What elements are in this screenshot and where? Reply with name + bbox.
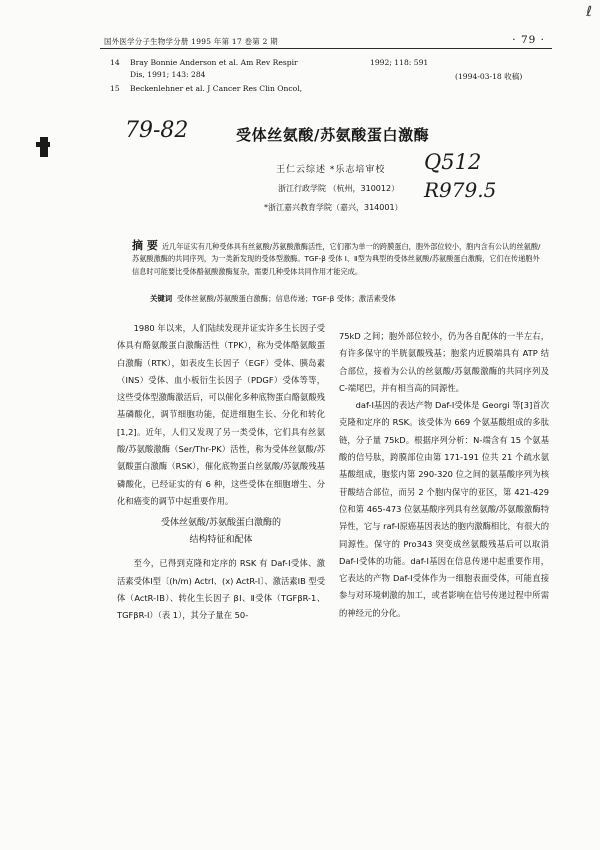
journal-header: 国外医学分子生物学分册 1995 年第 17 卷第 2 期 — [104, 37, 278, 46]
margin-mark — [36, 142, 50, 147]
reference-14-cont: Dis, 1991; 143: 284 — [130, 70, 206, 79]
ref-number: 14 — [110, 58, 120, 67]
paragraph: 1980 年以来，人们陆续发现并证实许多生长因子受体具有酪氨酸蛋白激酶活性（TPK），称为受体酪氨酸蛋白激酶（RTK），如表皮生长因子（EGF）受体、胰岛素（INS）受体、血小板衍生长因子（PDGF）受体等等，这些受体型激酶激活后，可以催化多种底物蛋白酪氨酸残基磷酸化，调节细胞功能，促进细胞生长、分化和转化[1,2]。近年，人们又发现了另一类受体，它们具有丝氨酸/苏氨酸激酶（Ser/Thr-PK）活性，称为受体丝氨酸/苏氨酸蛋白激酶（RSK），催化底物蛋白丝氨酸/苏氨酸残基磷酸化，已经证实的有 6 种，这些受体在细胞增生、分化和癌变的调节中起重要作用。 — [117, 323, 325, 506]
abstract — [132, 240, 546, 278]
received-date: (1994-03-18 收稿) — [455, 72, 523, 81]
keywords-text: 受体丝氨酸/苏氨酸蛋白激酶；信息传递；TGF-β 受体；激活素受体 — [176, 294, 396, 303]
paragraph: daf-Ⅰ基因的表达产物 Daf-Ⅰ受体是 Georgi 等[3]首次克隆和定序的 RSK。该受体为 669 个氨基酸组成的多肽链，分子量 75kD。根据序列分析：N-端含有 15 个氨基酸的信号肽，跨膜部位由第 171-191 位共 21 个疏水氨基酸组成，胞浆内第 290-320 位之间的氨基酸序列为核苷酸结合部位，而另 2 个胞内保守的亚区，第 421-429 位和第 465-473 位氨基酸序列具有丝氨酸/苏氨酸激酶特异性，它与 raf-Ⅰ原癌基因表达的胞内激酶相比，有很大的同源性。保守的 Pro343 突变成丝氨酸残基后可以取消 Daf-Ⅰ受体的功能。daf-Ⅰ基因在信息传递中起重要作用，它表达的产物 Daf-Ⅰ受体作为一细胞表面受体，可能直接参与对环境刺激的加工，或者影响在信号传递过程中所需的神经元的分化。 — [339, 400, 549, 618]
affiliation-2: *浙江嘉兴教育学院（嘉兴，314001） — [264, 203, 403, 212]
reference-15 — [110, 83, 302, 94]
header-rule — [100, 48, 552, 49]
section-heading-line: 结构特征和配体 — [189, 535, 253, 546]
ref-number: 15 — [110, 84, 120, 93]
corner-mark: ℓ — [586, 4, 592, 20]
reference-right-1: 1992; 118: 591 — [370, 58, 429, 67]
handwritten-code-2: R979.5 — [424, 178, 497, 202]
abstract-text: 近几年证实有几种受体具有丝氨酸/苏氨酸激酶活性，它们都为单一的跨膜蛋白，胞外部位较小，胞内含有公认的丝氨酸/苏氨酸激酶的共同序列，为一类新发现的受体型激酶。TGF-β 受体 Ⅰ、Ⅱ型为典型的受体丝氨酸/苏氨酸蛋白激酶，它们在传递胞外信息时可能要比受体酪氨酸激酶复杂，需要几种受体共同作用才能完成。 — [132, 242, 541, 276]
article-title: 受体丝氨酸/苏氨酸蛋白激酶 — [236, 126, 430, 144]
margin-mark — [40, 137, 48, 157]
article-authors: 王仁云综述 *乐志培审校 — [276, 165, 386, 175]
body-right-column — [339, 328, 549, 622]
handwritten-code-1: Q512 — [424, 150, 482, 174]
paragraph: 75kD 之间；胞外部位较小，仍为各自配体的一半左右，有许多保守的半胱氨酸残基；胞浆内近膜端具有 ATP 结合部位，接着为公认的丝氨酸/苏氨酸激酶的共同序列及 C-端尾巴，并有相当高的同源性。 — [339, 331, 549, 393]
page-number: · 79 · — [512, 34, 545, 46]
body-left-column — [117, 320, 325, 624]
section-heading — [117, 515, 325, 549]
keywords — [150, 293, 550, 304]
ref-text: Beckenlehner et al. J Cancer Res Clin Oncol, — [130, 84, 303, 93]
affiliation-1: 浙江行政学院 （杭州，310012） — [278, 184, 400, 193]
keywords-label: 关键词 — [150, 294, 173, 303]
section-heading-line: 受体丝氨酸/苏氨酸蛋白激酶的 — [160, 518, 282, 529]
reference-14 — [110, 57, 298, 68]
paragraph: 至今，已得到克隆和定序的 RSK 有 Daf-Ⅰ受体、激活素受体Ⅰ型〔(h/m) ActrⅠ、(x) ActR-Ⅰ〕、激活素ⅠB 型受体（ActR-ⅠB）、转化生长因子 βⅠ、Ⅱ受体（TGFβR-1、TGFβR-Ⅰ）（表 1），其分子量在 50- — [117, 558, 325, 621]
abstract-label: 摘 要 — [132, 239, 158, 252]
ref-text: Bray Bonnie Anderson et al. Am Rev Respir — [130, 58, 298, 67]
handwritten-page-range: 79-82 — [125, 118, 189, 143]
